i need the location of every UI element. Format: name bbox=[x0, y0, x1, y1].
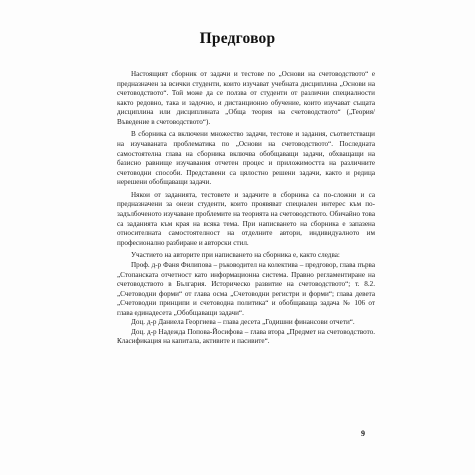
page-title: Предговор bbox=[199, 30, 276, 47]
paragraph-intro: Настоящият сборник от задачи и тестове по „Основи на счетоводството“ е предназначен за всички студенти, които изучават учебната дисциплина „Основи на счетоводството“. Той може да се ползва от студенти от различни специалности както редовно, така и задочно, и дистанционно обучение, които изучават същата дисциплина или дисциплината „Обща теория на счетоводството“ („Теория/Въведение в счетоводството“). bbox=[117, 70, 375, 126]
paragraph-authors-intro: Участието на авторите при написването на сборника е, както следва: bbox=[131, 251, 340, 260]
paragraph-author-georgieva: Доц. д-р Даниела Георгиева – глава десета „Годишни финансови отчети“. bbox=[131, 318, 355, 327]
paragraph-author-popova: Доц. д-р Надежда Попова-Йосифова – глава втора „Предмет на счетоводството. Класификация на капитала, активите и пасивите“. bbox=[117, 327, 375, 346]
paragraph-contents: В сборника са включени множество задачи, тестове и задания, съответстващи на изучаваната проблематика по „Основи на счетоводството“. Последната самостоятелна глава на сборника включва обобщаващи задачи, обхващащи на базисно равнище изучавания отчетен процес и приложимостта на различните счетоводни способи. Представени са цялостно решени задачи, както и редица нерешени обобщаващи задачи. bbox=[117, 130, 375, 187]
paragraph-complexity: Някои от заданията, тестовете и задачите в сборника са по-сложни и са предназначени за онези студенти, които проявяват специален интерес към по-задълбоченото изучаване проблемите на теорията на счетоводството. Обичайно това са заданията към края на всяка тема. При написването на сборника е запазена относителната самостоятелност на отделните автори, индивидуалното им професионално разбиране и авторски стил. bbox=[117, 190, 375, 247]
body-text bbox=[117, 70, 375, 347]
paragraph-author-filipova: Проф. д-р Фаня Филипова – ръководител на колектива – предговор, глава първа „Стопанската отчетност като информационна система. Правно регламентиране на счетоводството в България. Историческо развитие на счетоводството“; т. 8.2. „Счетоводни форми“ от глава осма „Счетоводни регистри и форми“; глава девета „Счетоводни принципи и счетоводна политика“ и обобщаваща задача № 106 от глава единадесета „Обобщаващи задачи“. bbox=[117, 260, 375, 317]
page-number: 9 bbox=[361, 429, 365, 438]
